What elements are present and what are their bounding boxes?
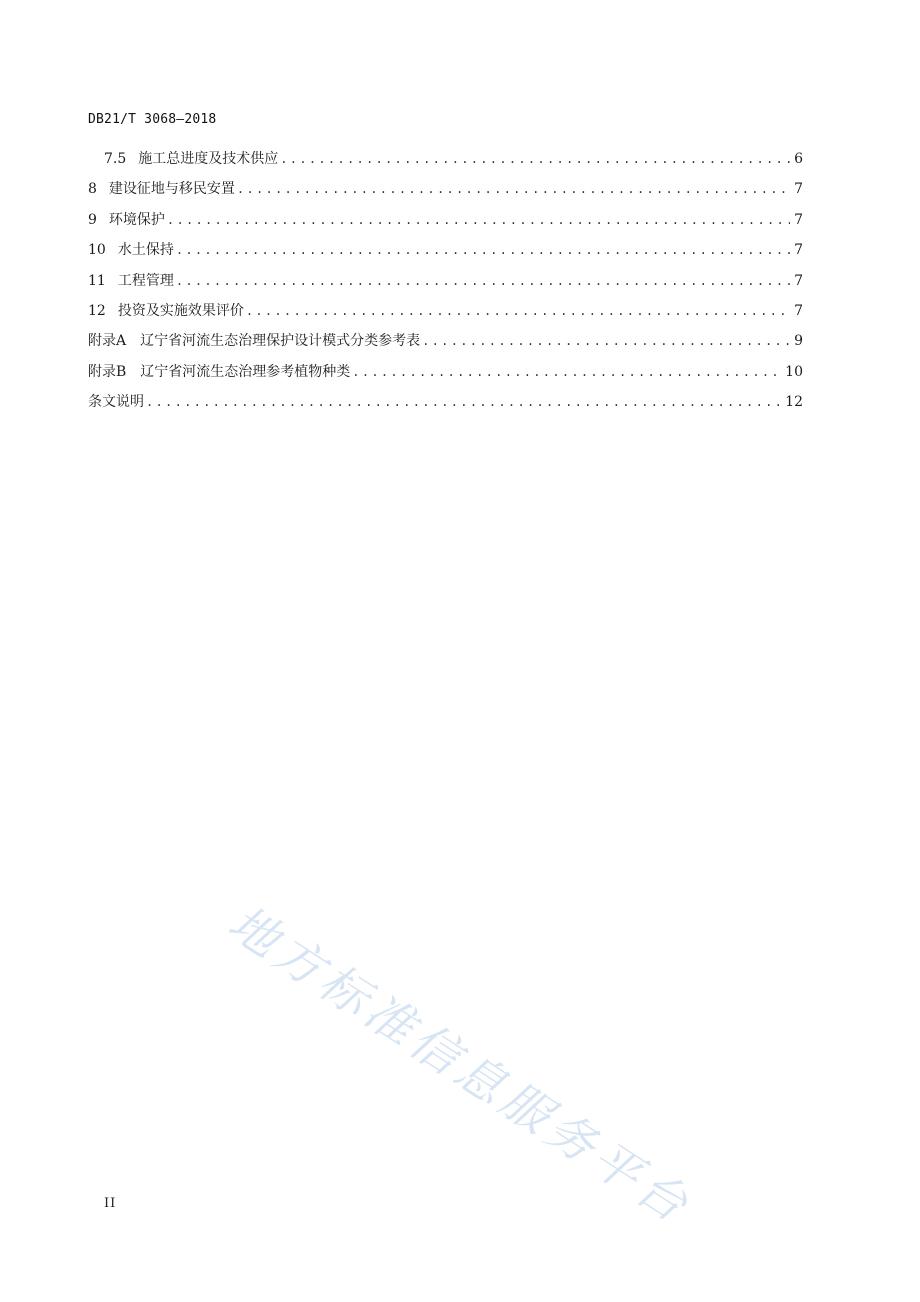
toc-entry-number: 附录A xyxy=(88,333,127,350)
toc-entry-title: 投资及实施效果评价 xyxy=(117,302,244,319)
toc-entry[interactable] xyxy=(88,210,803,240)
toc-entry-page: 10 xyxy=(785,363,803,380)
toc-entry-title: 辽宁省河流生态治理保护设计模式分类参考表 xyxy=(140,333,421,350)
toc-dot-leader xyxy=(246,301,790,321)
toc-entry-page: 9 xyxy=(794,333,803,350)
toc-entry-number: 7.5 xyxy=(104,151,127,167)
toc-entry-page: 7 xyxy=(794,242,803,259)
toc-entry[interactable] xyxy=(88,301,803,331)
toc-dot-leader xyxy=(176,240,790,260)
toc-entry-number: 11 xyxy=(88,272,106,289)
toc-entry-title: 条文说明 xyxy=(88,394,144,411)
toc-dot-leader xyxy=(146,392,781,412)
toc-dot-leader xyxy=(352,362,781,382)
toc-entry-title: 水土保持 xyxy=(117,242,174,259)
toc-entry-page: 7 xyxy=(794,272,803,289)
toc-entry[interactable] xyxy=(88,179,803,209)
toc-entry-page: 7 xyxy=(794,211,803,228)
toc-entry[interactable] xyxy=(88,149,803,179)
toc-dot-leader xyxy=(422,331,790,351)
watermark: 地方标准信息服务平台 xyxy=(218,894,702,1236)
toc-dot-leader xyxy=(280,149,790,169)
toc-entry-page: 7 xyxy=(794,302,803,319)
toc-entry-title: 工程管理 xyxy=(117,272,174,289)
toc-entry-page: 7 xyxy=(794,181,803,198)
toc-dot-leader xyxy=(167,210,790,230)
toc-entry-number: 12 xyxy=(88,302,106,319)
toc-entry-number: 附录B xyxy=(88,363,127,380)
toc-entry-title: 环境保护 xyxy=(108,211,165,228)
toc-entry-appendix-b[interactable] xyxy=(88,362,803,392)
table-of-contents xyxy=(88,149,803,423)
toc-entry-title: 建设征地与移民安置 xyxy=(108,181,235,198)
toc-entry-appendix-a[interactable] xyxy=(88,331,803,361)
toc-dot-leader xyxy=(176,271,790,291)
toc-entry-title: 辽宁省河流生态治理参考植物种类 xyxy=(140,363,351,380)
toc-entry-number: 9 xyxy=(88,211,97,228)
toc-entry[interactable] xyxy=(88,271,803,301)
toc-dot-leader xyxy=(237,179,790,199)
toc-entry-explanation[interactable] xyxy=(88,392,803,422)
page-number: II xyxy=(104,1196,117,1211)
toc-entry-title: 施工总进度及技术供应 xyxy=(138,151,279,167)
toc-entry-number: 8 xyxy=(88,181,97,198)
toc-entry[interactable] xyxy=(88,240,803,270)
document-code-header: DB21/T 3068—2018 xyxy=(88,112,217,127)
toc-entry-page: 6 xyxy=(794,151,803,167)
toc-entry-number: 10 xyxy=(88,242,106,259)
toc-entry-page: 12 xyxy=(785,394,803,411)
